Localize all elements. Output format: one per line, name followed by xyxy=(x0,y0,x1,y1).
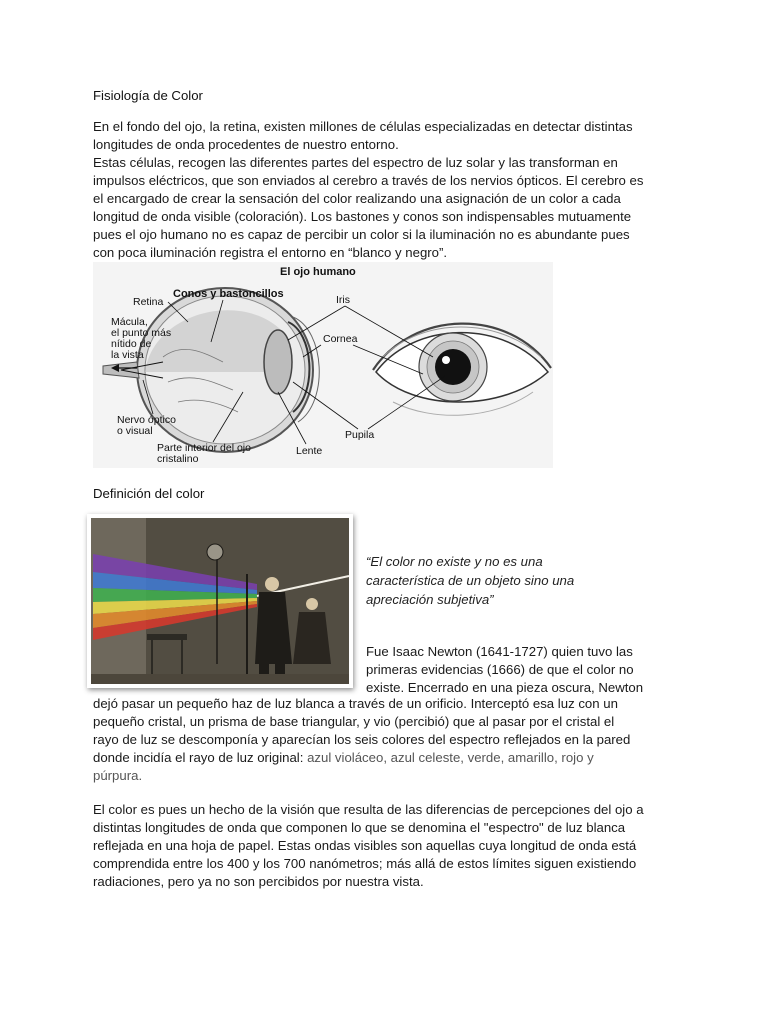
label-pupila: Pupila xyxy=(345,429,375,441)
text-line: pues el ojo humano no es capaz de percibir un color si la iluminación no es abundante pues xyxy=(93,227,630,242)
text-line-prefix: donde incidía el rayo de luz original: xyxy=(93,750,308,765)
text-line: primeras evidencias (1666) de que el color no xyxy=(366,662,634,677)
text-line: El color es pues un hecho de la visión que resulta de las diferencias de percepciones del ojo a xyxy=(93,802,644,817)
text-line: pequeño cristal, un prisma de base triangular, y vio (percibió) que al pasar por el cristal el xyxy=(93,714,615,729)
text-line: reflejada en una hoja de papel. Estas ondas visibles son aquellas cuya longitud de onda está xyxy=(93,838,637,853)
text-line: impulsos eléctricos, que son enviados al cerebro a través de los nervios ópticos. El cerebro es xyxy=(93,173,644,188)
text-line: En el fondo del ojo, la retina, existen millones de células especializadas en detectar distintas xyxy=(93,119,633,134)
label-nervio-2: o visual xyxy=(117,425,153,437)
label-parte-2: cristalino xyxy=(157,453,199,465)
fisiologia-paragraph xyxy=(93,118,683,262)
text-line: longitudes de onda procedentes de nuestro entorno. xyxy=(93,137,399,152)
text-line: distintas longitudes de onda que componen lo que se denomina el "espectro" de luz blanca xyxy=(93,820,626,835)
text-line: dejó pasar un pequeño haz de luz blanca a través de un orificio. Interceptó esa luz con un xyxy=(93,696,618,711)
text-line: radiaciones, pero ya no son percibidos por nuestra vista. xyxy=(93,874,424,889)
newton-quote xyxy=(366,552,606,609)
eye-diagram xyxy=(93,262,553,468)
text-line: rayo de luz se descomponía y aparecían los seis colores del espectro reflejados en la pared xyxy=(93,732,631,747)
quote-line: apreciación subjetiva” xyxy=(366,592,494,607)
newton-side-text xyxy=(366,643,686,697)
text-line: Fue Isaac Newton (1641-1727) quien tuvo las xyxy=(366,644,633,659)
label-macula-1: Mácula, xyxy=(111,316,148,328)
text-line-colors xyxy=(93,749,683,767)
label-retina: Retina xyxy=(133,296,164,308)
text-line: existe. Encerrado en una pieza oscura, Newton xyxy=(366,680,644,695)
label-iris: Iris xyxy=(336,294,350,306)
label-parte-1: Parte interior del ojo xyxy=(157,442,251,454)
label-macula-2: el punto más xyxy=(111,327,172,339)
label-conos: Conos y bastoncillos xyxy=(173,288,284,300)
label-macula-4: la vista xyxy=(111,349,144,361)
label-cornea: Cornea xyxy=(323,333,358,345)
quote-line: característica de un objeto sino una xyxy=(366,573,575,588)
color-vision-paragraph xyxy=(93,801,683,891)
text-line: longitud de onda visible (coloración). Los bastones y conos son indispensables mutuamente xyxy=(93,209,632,224)
label-nervio-1: Nervo óptico xyxy=(117,414,176,426)
section-heading-fisiologia: Fisiología de Color xyxy=(93,88,203,103)
label-lente: Lente xyxy=(296,445,323,457)
newton-prism-illustration xyxy=(87,514,353,688)
section-heading-definicion: Definición del color xyxy=(93,486,205,501)
text-line: púrpura. xyxy=(93,768,143,783)
color-list: azul violáceo, azul celeste, verde, amarillo, rojo y xyxy=(307,750,594,765)
newton-engraving xyxy=(87,514,353,688)
quote-line: “El color no existe y no es una xyxy=(366,554,543,569)
diagram-title: El ojo humano xyxy=(280,266,356,278)
text-line: comprendida entre los 400 y los 700 nanómetros; más allá de estos límites siguen existiendo xyxy=(93,856,637,871)
text-line: el encargado de crear la sensación del color realizando una asignación de un color a cada xyxy=(93,191,621,206)
text-line: con poca iluminación registra el entorno en “blanco y negro”. xyxy=(93,245,448,260)
label-macula-3: nítido de xyxy=(111,338,152,350)
newton-paragraph xyxy=(93,695,683,785)
text-line: Estas células, recogen las diferentes partes del espectro de luz solar y las transforman en xyxy=(93,155,618,170)
